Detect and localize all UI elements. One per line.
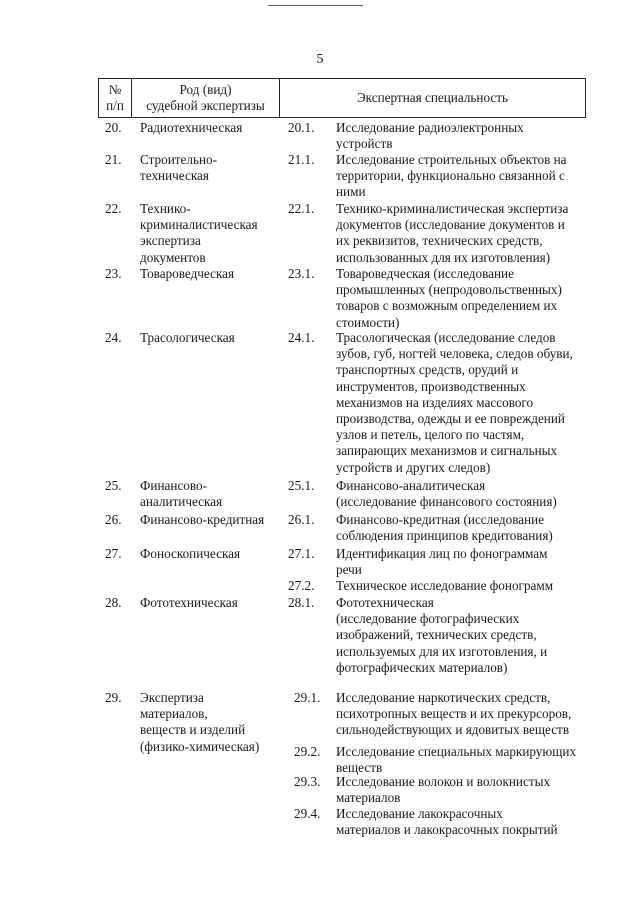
specialty-code: 26.1. xyxy=(288,512,315,527)
expertise-kind-line: Фоноскопическая xyxy=(140,546,241,561)
page-number: 5 xyxy=(316,52,324,67)
header-kind-line: судебной экспертизы xyxy=(146,98,265,113)
expertise-kind-line: Товароведческая xyxy=(140,266,235,281)
specialty-text-line: Исследование специальных маркирующих xyxy=(336,744,577,759)
specialty-text-line: стоимости) xyxy=(336,314,400,330)
specialty-text-line: Товароведческая (исследование xyxy=(336,266,514,281)
specialty-text-line: психотропных веществ и их прекурсоров, xyxy=(336,706,572,722)
specialty-code: 29.4. xyxy=(294,806,321,821)
specialty-text-line: Финансово-кредитная (исследование xyxy=(336,512,545,527)
specialty-text-line: зубов, губ, ногтей человека, следов обуви, xyxy=(336,346,573,362)
specialty-text-line: Исследование строительных объектов на xyxy=(336,152,567,167)
expertise-kind xyxy=(140,546,290,562)
specialty-code: 29.1. xyxy=(294,690,321,705)
specialty-text xyxy=(336,774,580,806)
expertise-kind xyxy=(140,201,290,266)
specialty-text-line: изображений, технических средств, xyxy=(336,627,537,643)
specialty-text-line: Исследование радиоэлектронных xyxy=(336,120,524,135)
specialty-code: 27.2. xyxy=(288,578,315,593)
specialty-text-line: (исследование фотографических xyxy=(336,611,520,627)
expertise-kind xyxy=(140,595,290,611)
specialty-text-line: Фототехническая xyxy=(336,595,434,610)
specialty-text xyxy=(336,330,580,476)
row-number: 24. xyxy=(105,330,122,345)
specialty-code: 22.1. xyxy=(288,201,315,216)
specialty-text-line: использованных для их изготовления) xyxy=(336,249,551,265)
row-number: 22. xyxy=(105,201,122,216)
row-number: 21. xyxy=(105,152,122,167)
specialty-code: 24.1. xyxy=(288,330,315,345)
specialty-text-line: узлов и петель, целого по частям, xyxy=(336,427,525,443)
specialty-code: 20.1. xyxy=(288,120,315,135)
specialty-code: 21.1. xyxy=(288,152,315,167)
specialty-text xyxy=(336,578,580,594)
specialty-text-line: Техническое исследование фонограмм xyxy=(336,578,554,593)
specialty-text-line: механизмов на изделиях массового xyxy=(336,394,534,410)
specialty-text-line: товаров с возможным определением их xyxy=(336,298,558,314)
specialty-text-line: (исследование финансового состояния) xyxy=(336,494,557,510)
expertise-kind xyxy=(140,266,290,282)
row-number: 26. xyxy=(105,512,122,527)
specialty-text-line: ними xyxy=(336,184,366,200)
header-specialty-column: Экспертная специальность xyxy=(356,89,509,105)
expertise-kind-line: Финансово- xyxy=(140,478,208,493)
expertise-kind-line: криминалистическая xyxy=(140,217,258,233)
specialty-code: 23.1. xyxy=(288,266,315,281)
expertise-kind xyxy=(140,330,290,346)
expertise-kind-line: техническая xyxy=(140,168,209,184)
specialty-text xyxy=(336,478,580,510)
row-number: 20. xyxy=(105,120,122,135)
row-number: 23. xyxy=(105,266,122,281)
specialty-text-line: материалов xyxy=(336,790,401,806)
specialty-text xyxy=(336,546,580,578)
specialty-text-line: сильнодействующих и ядовитых веществ xyxy=(336,722,570,738)
expertise-kind xyxy=(140,478,290,510)
specialty-text xyxy=(336,512,580,544)
specialty-text-line: Исследование волокон и волокнистых xyxy=(336,774,551,789)
expertise-kind-line: веществ и изделий xyxy=(140,722,246,738)
header-kind-column xyxy=(132,79,280,117)
specialty-code: 29.2. xyxy=(294,744,321,759)
expertise-kind-line: Трасологическая xyxy=(140,330,235,345)
specialty-text xyxy=(336,744,580,776)
specialty-text-line: устройств и других следов) xyxy=(336,459,491,475)
specialty-text-line: территории, функционально связанной с xyxy=(336,168,565,184)
specialty-text xyxy=(336,201,580,266)
expertise-kind-line: Строительно- xyxy=(140,152,218,167)
expertise-kind-line: документов xyxy=(140,249,206,265)
specialty-text-line: фотографических материалов) xyxy=(336,659,508,675)
specialty-text-line: соблюдения принципов кредитования) xyxy=(336,528,553,544)
expertise-kind xyxy=(140,512,290,528)
specialty-text-line: устройств xyxy=(336,136,393,152)
expertise-kind-line: (физико-химическая) xyxy=(140,738,260,754)
specialty-text xyxy=(336,806,580,838)
specialty-text xyxy=(336,266,580,331)
specialty-text-line: производства, одежды и ее повреждений xyxy=(336,411,565,427)
header-kind-line: Род (вид) xyxy=(179,81,232,97)
top-rule xyxy=(268,5,363,6)
expertise-kind-line: Экспертиза xyxy=(140,690,204,705)
specialty-text-line: запирающих механизмов и сигнальных xyxy=(336,443,558,459)
row-number: 27. xyxy=(105,546,122,561)
specialty-text xyxy=(336,690,580,739)
table-header xyxy=(98,78,586,118)
specialty-text-line: Исследование лакокрасочных xyxy=(336,806,503,821)
specialty-text-line: используемых для их изготовления, и xyxy=(336,643,548,659)
specialty-text-line: Финансово-аналитическая xyxy=(336,478,486,493)
specialty-text-line: документов (исследование документов и xyxy=(336,217,565,233)
specialty-code: 27.1. xyxy=(288,546,315,561)
specialty-text-line: веществ xyxy=(336,760,383,776)
specialty-text-line: Исследование наркотических средств, xyxy=(336,690,551,705)
specialty-text-line: Идентификация лиц по фонограммам xyxy=(336,546,548,561)
specialty-code: 29.3. xyxy=(294,774,321,789)
expertise-kind xyxy=(140,690,290,755)
specialty-code: 28.1. xyxy=(288,595,315,610)
specialty-text-line: их реквизитов, технических средств, xyxy=(336,233,543,249)
specialty-text-line: Технико-криминалистическая экспертиза xyxy=(336,201,569,216)
specialty-text-line: промышленных (непродовольственных) xyxy=(336,282,562,298)
expertise-kind-line: Финансово-кредитная xyxy=(140,512,265,527)
header-number-line: п/п xyxy=(106,98,124,113)
expertise-kind-line: Технико- xyxy=(140,201,191,216)
expertise-kind xyxy=(140,152,290,184)
specialty-text xyxy=(336,120,580,152)
specialty-text-line: Трасологическая (исследование следов xyxy=(336,330,556,345)
expertise-kind-line: экспертиза xyxy=(140,233,201,249)
expertise-kind-line: Фототехническая xyxy=(140,595,238,610)
specialty-code: 25.1. xyxy=(288,478,315,493)
specialty-text-line: речи xyxy=(336,562,362,578)
header-number-column xyxy=(99,79,132,117)
expertise-kind-line: материалов, xyxy=(140,706,208,722)
specialty-text xyxy=(336,152,580,201)
expertise-kind-line: аналитическая xyxy=(140,494,223,510)
row-number: 25. xyxy=(105,478,122,493)
expertise-kind-line: Радиотехническая xyxy=(140,120,243,135)
row-number: 29. xyxy=(105,690,122,705)
specialty-text-line: инструментов, производственных xyxy=(336,378,526,394)
specialty-text-line: транспортных средств, орудий и xyxy=(336,362,519,378)
specialty-text xyxy=(336,595,580,676)
header-number-line: № xyxy=(108,81,122,97)
expertise-kind xyxy=(140,120,290,136)
row-number: 28. xyxy=(105,595,122,610)
specialty-text-line: материалов и лакокрасочных покрытий xyxy=(336,822,558,838)
